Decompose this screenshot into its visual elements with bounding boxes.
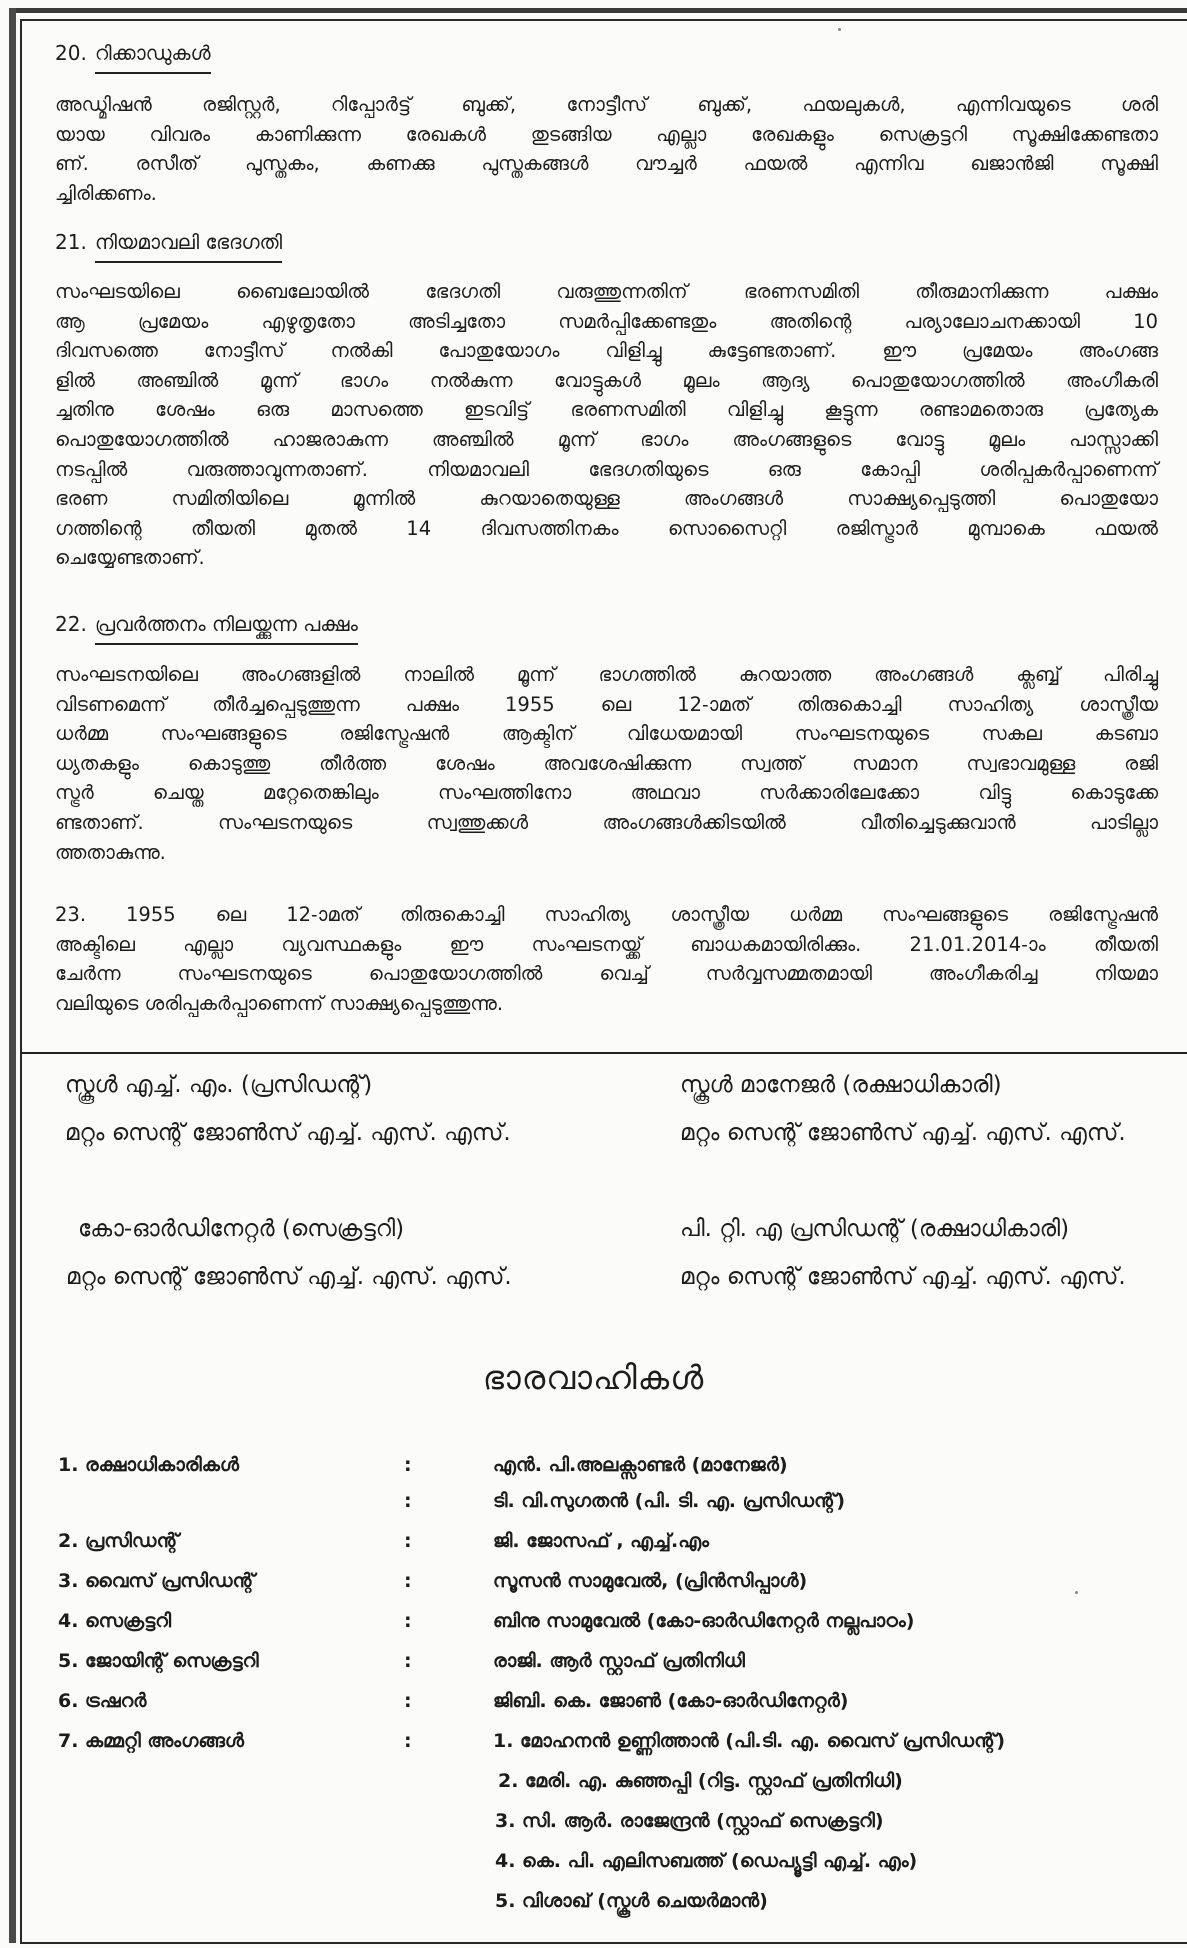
separator: : [404,1490,412,1512]
signature-role: പി. റ്റി. എ പ്രസിഡന്റ് (രക്ഷാധികാരി) [680,1216,1070,1242]
text-line: പൊതുയോഗത്തിൽ ഹാജരാകുന്ന അഞ്ചിൽ മൂന്ന് ഭാഗം അംഗങ്ങളുടെ വോട്ടു മൂലം പാസ്സാക്കി [55,427,1158,451]
text-line: അക്ടിലെ എല്ലാ വ്യവസ്ഥകളും ഈ സംഘടനയ്ക്ക് ബാധകമായിരിക്കും. 21.01.2014-ാം തീയതി [55,932,1158,956]
committee-member-row [58,1806,1158,1836]
section-22-body [55,660,1158,867]
office-role: 1. രക്ഷാധികാരികൾ [58,1454,239,1476]
office-bearer-row [58,1486,1158,1516]
text-line: ണ്ടതാണ്. സംഘടനയുടെ സ്വത്തുക്കൾ അംഗങ്ങൾക്കിടയിൽ വീതിച്ചെടുക്കുവാൻ പാടില്ലാ [55,810,1158,834]
frame-border-top [9,8,1187,13]
section-22-heading [55,611,358,645]
section-20-body [55,90,1158,208]
office-bearers-title: ഭാരവാഹികൾ [482,1358,705,1397]
signature-coordinator [66,1215,512,1291]
committee-member: 5. വിശാഖ് (സ്കൂൾ ചെയർമാൻ) [495,1890,768,1912]
office-role: 3. വൈസ് പ്രസിഡന്റ് [58,1570,255,1592]
office-holder: ജി. ജോസഫ് , എച്ച്.എം [493,1530,710,1552]
office-bearer-row [58,1646,1158,1676]
separator: : [404,1570,412,1592]
signature-manager [680,1071,1126,1147]
signature-org: മറ്റം സെന്റ് ജോൺസ് എച്ച്. എസ്. എസ്. [65,1120,511,1146]
text-line: അഡ്മിഷൻ രജിസ്റ്റർ, റിപ്പോർട്ട് ബുക്ക്, നോട്ടീസ് ബുക്ക്, ഫയലുകൾ, എന്നിവയുടെ ശരി [55,93,1158,116]
separator: : [404,1730,412,1752]
office-holder: എൻ. പി.അലക്സാണ്ടർ (മാനേജർ) [493,1454,788,1476]
text-line: ഭരണ സമിതിയിലെ മൂന്നിൽ കുറയാതെയുള്ള അംഗങ്ങൾ സാക്ഷ്യപ്പെടുത്തി പൊതുയോ [55,487,1158,511]
office-bearer-row [58,1686,1158,1716]
office-holder: ജിബി. കെ. ജോൺ (കോ-ഓർഡിനേറ്റർ) [493,1690,849,1712]
text-line: 23. 1955 ലെ 12-ാമത് തിരുകൊച്ചി സാഹിത്യ ശാസ്ത്രീയ ധർമ്മ സംഘങ്ങളുടെ രജിസ്ട്രേഷൻ [55,903,1158,926]
section-20-heading [55,40,211,74]
office-role: 2. പ്രസിഡന്റ് [58,1530,179,1552]
office-bearer-row [58,1566,1158,1596]
office-bearer-row [58,1726,1158,1756]
office-holder: ബിനു സാമുവേൽ (കോ-ഓർഡിനേറ്റർ നല്ലപാഠം) [493,1610,915,1632]
text-line: ധർമ്മ സംഘങ്ങളുടെ രജിസ്ട്രേഷൻ ആക്ടിന് വിധേയമായി സംഘടനയുടെ സകല കടബാ [55,722,1158,746]
office-role: 7. കമ്മറ്റി അംഗങ്ങൾ [58,1730,245,1752]
frame-inner-line-top [20,19,1187,21]
text-line: ളിൽ അഞ്ചിൽ മൂന്ന് ഭാഗം നൽകുന്ന വോട്ടുകൾ മൂലം ആദ്യ പൊതുയോഗത്തിൽ അംഗീകരി [55,368,1158,392]
text-line: ചേർന്ന സംഘടനയുടെ പൊതുയോഗത്തിൽ വെച്ച് സർവ്വസമ്മതമായി അംഗീകരിച്ച നിയമാ [55,962,1158,986]
office-bearer-row [58,1450,1158,1480]
text-line: ത്തതാകുന്നു. [55,840,166,864]
separator: : [404,1690,412,1712]
frame-border-left [9,8,16,1943]
office-holder: സൂസൻ സാമുവേൽ, (പ്രിൻസിപ്പാൾ) [493,1570,808,1592]
text-line: ചെയ്യേണ്ടതാണ്. [55,546,205,570]
section-21-heading [55,229,282,263]
section-23-body [55,900,1158,1018]
section-title: റിക്കാഡുകൾ [95,40,211,74]
committee-member-row [58,1886,1158,1916]
section-title: പ്രവർത്തനം നിലയ്ക്കുന്ന പക്ഷം [95,611,358,645]
text-line: സംഘടയിലെ ബൈലോയിൽ ഭേദഗതി വരുത്തുന്നതിന് ഭരണസമിതി തീരുമാനിക്കുന്ന പക്ഷം [55,280,1158,303]
signature-org: മറ്റം സെന്റ് ജോൺസ് എച്ച്. എസ്. എസ്. [66,1264,512,1290]
office-role: 4. സെക്രട്ടറി [58,1610,172,1632]
signature-role: കോ-ഓർഡിനേറ്റർ (സെക്രട്ടറി) [78,1216,405,1242]
office-holder: ടി. വി.സുഗതൻ (പി. ടി. എ. പ്രസിഡന്റ്) [493,1490,846,1512]
text-line: ഗത്തിന്റെ തീയതി മുതൽ 14 ദിവസത്തിനകം സൊസൈറ്റി രജിസ്ട്രാർ മുമ്പാകെ ഫയൽ [55,516,1158,540]
office-role: 5. ജോയിന്റ് സെക്രട്ടറി [58,1650,259,1672]
signature-org: മറ്റം സെന്റ് ജോൺസ് എച്ച്. എസ്. എസ്. [680,1264,1126,1290]
committee-member: 3. സി. ആർ. രാജേന്ദ്രൻ (സ്റ്റാഫ് സെക്രട്ടറി) [495,1810,884,1832]
office-role: 6. ട്രഷറർ [58,1690,147,1712]
office-holder: രാജി. ആർ സ്റ്റാഫ് പ്രതിനിധി [493,1650,745,1672]
scan-speck [838,28,841,31]
text-line: സംഘടനയിലെ അംഗങ്ങളിൽ നാലിൽ മൂന്ന് ഭാഗത്തിൽ കുറയാത്ത അംഗങ്ങൾ ക്ലബ്ബ് പിരിച്ചു [55,663,1158,686]
text-line: ആ പ്രമേയം എഴുതൃതോ അടിച്ചതോ സമർപ്പിക്കേണ്ടതും അതിന്റെ പര്യാലോചനക്കായി 10 [55,309,1158,333]
separator: : [404,1454,412,1476]
committee-member: 2. മേരി. എ. കുഞ്ഞപ്പി (റിട്ട. സ്റ്റാഫ് പ്രതിനിധി) [498,1770,903,1792]
scan-speck [1075,1591,1078,1594]
section-number: 22. [55,612,87,636]
section-title: നിയമാവലി ഭേദഗതി [95,229,282,263]
text-line: ച്ചതിനു ശേഷം ഒരു മാസത്തെ ഇടവിട്ട് ഭരണസമിതി വിളിച്ചു കൂട്ടുന്ന രണ്ടാമതൊരു പ്രത്യേക [55,398,1158,422]
section-number: 21. [55,230,87,254]
section-divider [20,1052,1187,1054]
text-line: വലിയുടെ ശരിപ്പകർപ്പാണെന്ന് സാക്ഷ്യപ്പെടുത്തുന്നു. [55,991,504,1015]
office-holder: 1. മോഹനൻ ഉണ്ണിത്താൻ (പി.ടി. എ. വൈസ് പ്രസിഡന്റ്) [493,1730,1006,1752]
text-line: നടപ്പിൽ വരുത്താവുന്നതാണ്. നിയമാവലി ഭേദഗതിയുടെ ഒരു കോപ്പി ശരിപ്പകർപ്പാണെന്ന് [55,457,1158,481]
signature-pta-president [680,1215,1126,1291]
text-line: ധ്യതകളും കൊടുത്തു തീർത്ത ശേഷം അവശേഷിക്കുന്ന സ്വത്ത് സമാന സ്വഭാവമുള്ള രജി [55,751,1158,775]
text-line: ച്ചിരിക്കണം. [55,181,157,205]
text-line: യായ വിവരം കാണിക്കുന്ന രേഖകൾ തുടങ്ങിയ എല്ലാ രേഖകളും സെക്രട്ടറി സൂക്ഷിക്കേണ്ടതാ [55,122,1158,146]
separator: : [404,1650,412,1672]
committee-member: 4. കെ. പി. എലിസബത്ത് (ഡെപ്യൂട്ടി എച്ച്. എം) [495,1850,918,1872]
separator: : [404,1530,412,1552]
separator: : [404,1610,412,1632]
section-number: 20. [55,41,87,65]
text-line: സ്ട്രർ ചെയ്ത മറ്റേതെങ്കിലും സംഘത്തിനോ അഥവാ സർക്കാരിലേക്കോ വിട്ടു കൊടുക്കേ [55,781,1158,805]
signature-hm [65,1071,511,1147]
text-line: വിടണമെന്ന് തീർച്ചപ്പെടുത്തുന്ന പക്ഷം 1955 ലെ 12-ാമത് തിരുകൊച്ചി സാഹിത്യ ശാസ്ത്രീയ [55,692,1158,716]
frame-inner-line-left [20,19,22,1944]
text-line: ണ്. രസീത് പുസ്തകം, കണക്കു പുസ്തകങ്ങൾ വൗച്ചർ ഫയൽ എന്നിവ ഖജാൻജി സൂക്ഷി [55,152,1158,176]
text-line: ദിവസത്തെ നോട്ടീസ് നൽകി പോതുയോഗം വിളിച്ചു കുട്ടേണ്ടതാണ്. ഈ പ്രമേയം അംഗങ്ങ [55,339,1158,363]
frame-inner-line-bottom [20,1942,1187,1944]
office-bearer-row [58,1606,1158,1636]
office-bearer-row [58,1526,1158,1556]
section-21-body [55,277,1158,573]
committee-member-row [58,1846,1158,1876]
signature-org: മറ്റം സെന്റ് ജോൺസ് എച്ച്. എസ്. എസ്. [680,1120,1126,1146]
signature-role: സ്കൂൾ എച്ച്. എം. (പ്രസിഡന്റ്) [65,1072,373,1098]
signature-role: സ്കൂൾ മാനേജർ (രക്ഷാധികാരി) [680,1072,1002,1098]
committee-member-row [58,1766,1158,1796]
